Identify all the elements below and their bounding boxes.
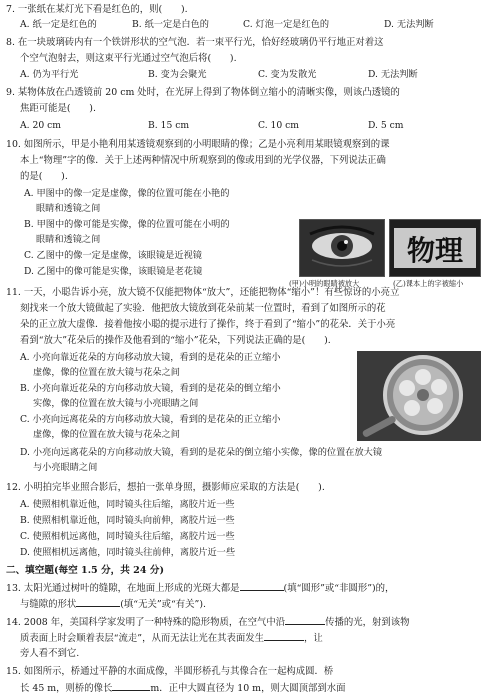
question-15-line2	[20, 680, 491, 696]
q13-text-d: (填“无关”或“有关”).	[120, 599, 206, 610]
q8-option-b: B. 变为会聚光	[148, 69, 207, 80]
q13-text-c: 与缝隙的形状	[20, 599, 77, 610]
q12-option-c: C. 使照相机远离他，同时镜头往后缩，离胶片远一些	[20, 531, 235, 542]
q8-option-d: D. 无法判断	[368, 69, 418, 80]
q14-blank-1[interactable]	[285, 614, 325, 625]
q11-option-a-cont: 虚像，像的位置在放大镜与花朵之间	[33, 367, 180, 378]
q9-option-a: A. 20 cm	[20, 120, 61, 131]
q10-option-a: A. 甲图中的像一定是虚像，像的位置可能在小艳的	[24, 188, 230, 199]
question-10-line1: 10. 如图所示，甲是小艳利用某透镜观察到的小明眼睛的像；乙是小亮利用某眼镜观察到的课	[6, 139, 390, 150]
question-14-line1	[6, 614, 486, 630]
question-14-line2	[20, 630, 491, 646]
q10-option-c: C. 乙图中的像一定是虚像，该眼镜是近视镜	[24, 250, 202, 261]
q12-option-b: B. 使照相机靠近他，同时镜头向前伸，离胶片远一些	[20, 515, 235, 526]
q9-option-c: C. 10 cm	[258, 120, 300, 131]
q10-option-d: D. 乙图中的像可能是实像，该眼镜是老花镜	[24, 266, 203, 277]
q11-option-b-cont: 实像，像的位置在放大镜与小亮眼睛之间	[33, 398, 199, 409]
q10-option-b-cont: 眼睛和透镜之间	[36, 234, 101, 245]
question-8-line2: 个空气泡射去，则这束平行光通过空气泡后将( ).	[20, 53, 237, 64]
question-9-line1: 9. 某物体放在凸透镜前 20 cm 处时，在光屏上得到了物体倒立缩小的清晰实像，则该凸透镜的	[6, 87, 400, 98]
q7-option-c: C. 灯泡一定是红色的	[243, 19, 330, 30]
question-10-line2: 本上“物理”字的像．关于上述两种情况中所观察到的像或用到的光学仪器，下列说法正确	[20, 155, 386, 166]
q11-option-a: A. 小亮向靠近花朵的方向移动放大镜，看到的是花朵的正立缩小	[20, 352, 281, 363]
q11-option-c-cont: 虚像，像的位置在放大镜与花朵之间	[33, 429, 180, 440]
q14-blank-2[interactable]	[264, 630, 304, 641]
q12-option-a: A. 使照相机靠近他，同时镜头往后缩，离胶片近一些	[20, 499, 235, 510]
book-text-glyphs: 物理	[406, 234, 464, 267]
q14-text-b: 传播的光，射到该物	[325, 617, 410, 628]
q14-text-a: 14. 2008 年，美国科学家发明了一种特殊的隐形物质，在空气中沿	[6, 617, 286, 628]
question-7-stem: 7. 一张纸在某灯光下看是红色的，则( ).	[6, 4, 188, 15]
flower-magnifier-image	[357, 351, 481, 441]
q7-option-d: D. 无法判断	[384, 19, 434, 30]
q13-text-a: 13. 太阳光通过树叶的缝隙，在地面上形成的光斑大都是	[6, 583, 240, 594]
q14-text-d: ，让	[303, 633, 323, 644]
caption-jia: (甲)小明的眼睛被放大	[289, 279, 360, 288]
q8-option-a: A. 仍为平行光	[20, 69, 79, 80]
eye-magnified-image	[299, 219, 385, 277]
question-11-line1: 11. 一天，小聪告诉小亮，放大镜不仅能把物体“放大”，还能把物体“缩小”！有些惊讶的小亮立	[6, 287, 400, 298]
q11-option-c: C. 小亮向远离花朵的方向移动放大镜，看到的是花朵的正立缩小	[20, 414, 281, 425]
question-9-line2: 焦距可能是( ).	[20, 103, 96, 114]
q9-option-b: B. 15 cm	[148, 120, 190, 131]
question-13-line2	[20, 596, 491, 612]
q10-option-b: B. 甲图中的像可能是实像，像的位置可能在小明的	[24, 219, 230, 230]
question-8-line1: 8. 在一块玻璃砖内有一个铁饼形状的空气泡．若一束平行光，恰好经玻璃仍平行地正对着这	[6, 37, 384, 48]
section-2-heading: 二、填空题(每空 1.5 分，共 24 分)	[6, 565, 165, 576]
q13-blank-2[interactable]	[76, 596, 120, 607]
q15-text-b: m．正中大圆直径为 10 m，则大圆顶部到水面	[150, 683, 346, 694]
q11-option-b: B. 小亮向靠近花朵的方向移动放大镜，看到的是花朵的倒立缩小	[20, 383, 281, 394]
caption-yi: (乙)课本上的字被缩小	[393, 279, 464, 288]
q13-text-b: (填“圆形”或“非圆形”)的，	[283, 583, 395, 594]
question-15-line1: 15. 如图所示，桥通过平静的水面成像，半圆形桥孔与其像合在一起构成圆．桥	[6, 666, 334, 677]
q8-option-c: C. 变为发散光	[258, 69, 317, 80]
question-12-stem: 12. 小明拍完毕业照合影后，想拍一张单身照，摄影师应采取的方法是( ).	[6, 482, 325, 493]
q11-option-d-cont: 与小亮眼睛之间	[33, 462, 98, 473]
question-11-line4: 看到“放大”花朵后的操作及他看到的“缩小”花朵，下列说法正确的是( ).	[20, 335, 331, 346]
question-11-line3: 朵的正立放大虚像．接着他按小聪的提示进行了操作，终于看到了“缩小”的花朵．关于小亮	[20, 319, 396, 330]
q10-option-a-cont: 眼睛和透镜之间	[36, 203, 101, 214]
q12-option-d: D. 使照相机远离他，同时镜头往前伸，离胶片近一些	[20, 547, 236, 558]
q7-option-a: A. 纸一定是红色的	[20, 19, 97, 30]
q7-option-b: B. 纸一定是白色的	[132, 19, 209, 30]
book-text-image	[389, 219, 481, 277]
q9-option-d: D. 5 cm	[368, 120, 404, 131]
question-10-line3: 的是( ).	[20, 171, 68, 182]
q15-blank-1[interactable]	[112, 680, 150, 691]
q14-text-c: 质表面上时会顺着表层“流走”，从而无法让光在其表面发生	[20, 633, 264, 644]
question-13-line1	[6, 580, 486, 596]
q13-blank-1[interactable]	[240, 580, 284, 591]
q11-option-d: D. 小亮向远离花朵的方向移动放大镜，看到的是花朵的倒立缩小实像，像的位置在放大镜	[20, 447, 383, 458]
question-11-line2: 刻找来一个放大镜做起了实验．他把放大镜放到花朵前某一位置时，看到了如图所示的花	[20, 303, 386, 314]
question-14-line3: 旁人看不到它.	[20, 648, 80, 659]
q15-text-a: 长 45 m，则桥的像长	[20, 683, 113, 694]
